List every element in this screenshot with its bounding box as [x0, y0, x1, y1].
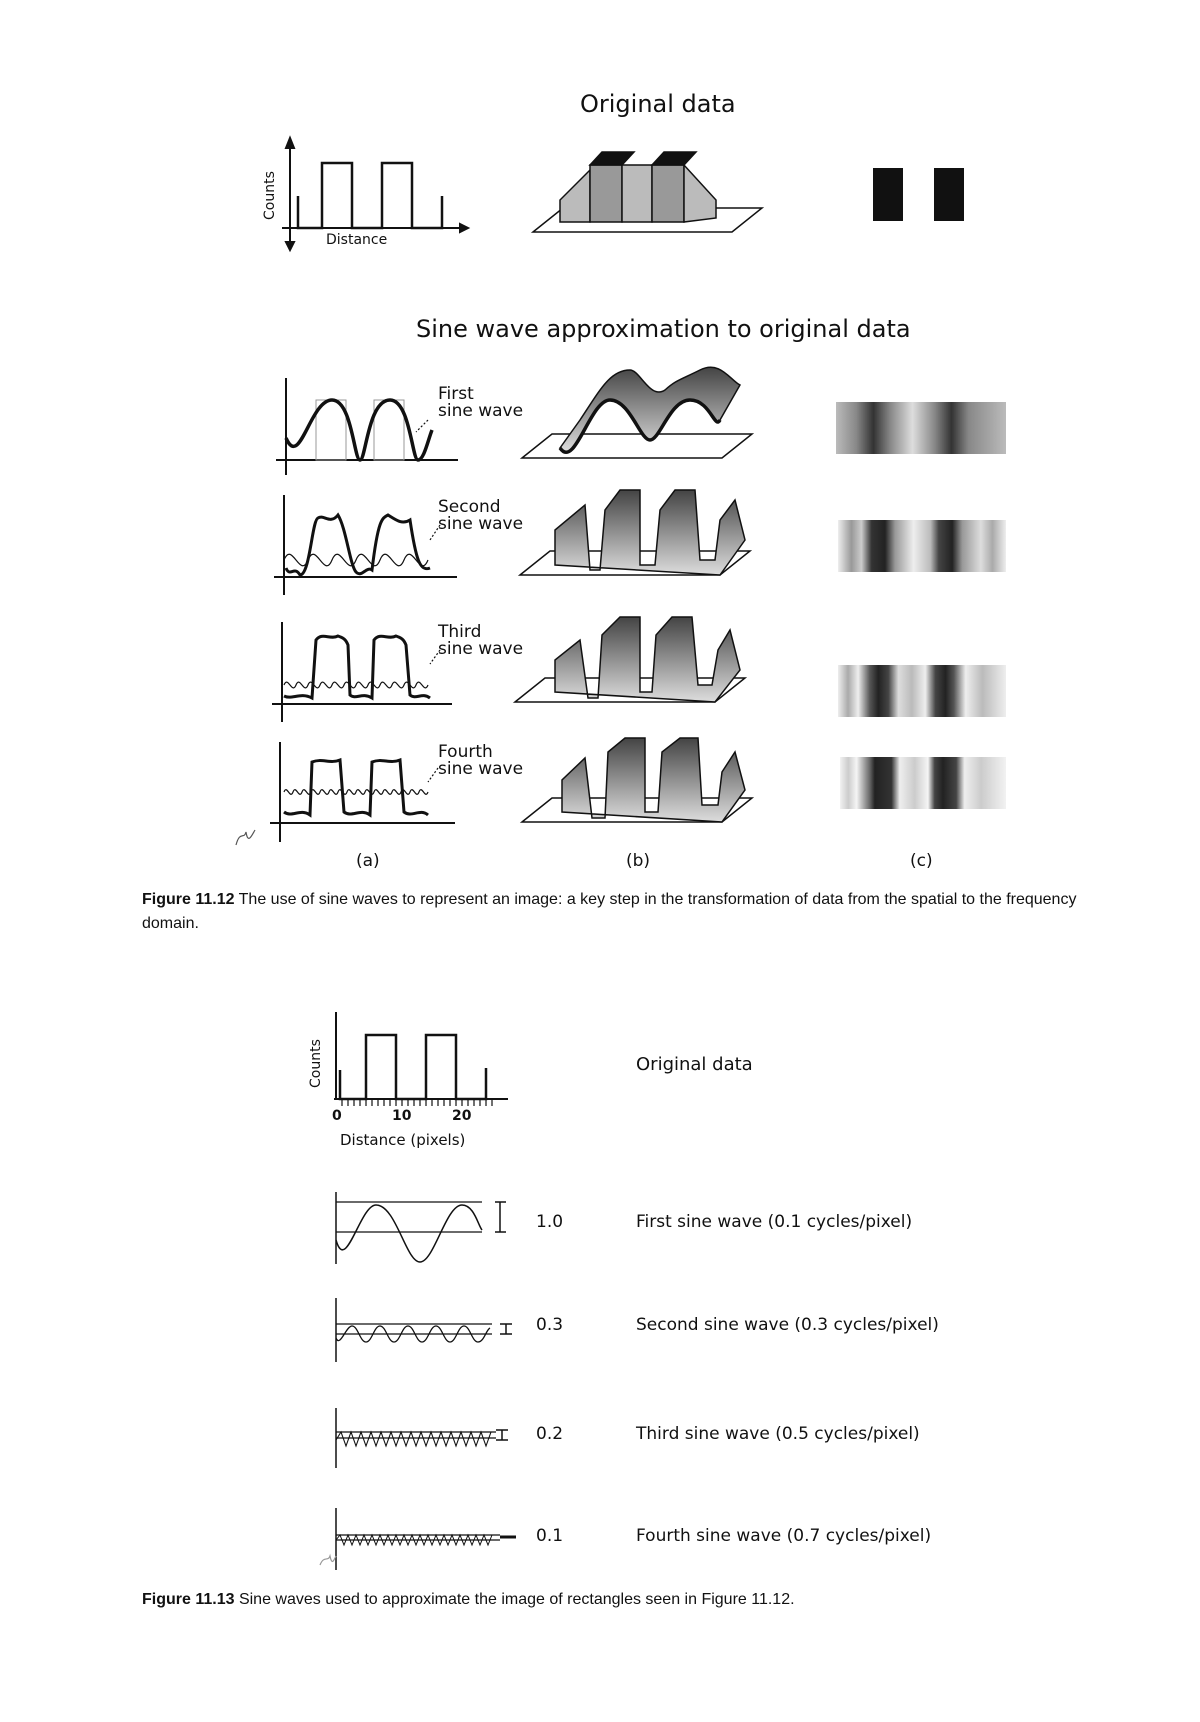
row4-image [840, 757, 1006, 809]
fig2-amplitude-3: 0.2 [536, 1424, 564, 1444]
fig2-axis-distance: Distance (pixels) [340, 1131, 466, 1149]
fig1-title-sine: Sine wave approximation to original data [416, 315, 911, 343]
fig1-axis-distance: Distance [326, 232, 388, 248]
pen-mark-2 [320, 1556, 336, 1565]
fig2-tick-0: 0 [332, 1108, 342, 1124]
wave-label-1-line2: sine wave [438, 401, 524, 421]
panel-label-b: (b) [626, 851, 651, 871]
fig2-original-plot [334, 1012, 508, 1106]
fig1-title-original: Original data [580, 90, 736, 118]
panel-label-a: (a) [356, 851, 380, 871]
wave-label-3-line1: Third [438, 622, 482, 642]
panel-label-c: (c) [910, 851, 933, 871]
original-bar-2 [934, 168, 964, 221]
row1-image [836, 402, 1006, 454]
fig2-description-4: Fourth sine wave (0.7 cycles/pixel) [636, 1526, 932, 1546]
row3-image [838, 665, 1006, 717]
fig2-axis-counts: Counts [308, 1039, 324, 1088]
original-bar-1 [873, 168, 903, 221]
caption-11-13-number: Figure 11.13 [142, 1591, 235, 1608]
fig2-tick-20: 20 [452, 1108, 472, 1124]
fig1-axis-counts: Counts [262, 171, 278, 220]
fig2-description-2: Second sine wave (0.3 cycles/pixel) [636, 1315, 939, 1335]
fig2-row3-wave [336, 1408, 508, 1468]
wave-label-4-line1: Fourth [438, 742, 493, 762]
wave-label-1-line1: First [438, 384, 474, 404]
row4-plot [270, 742, 455, 842]
row3-3d [515, 617, 745, 702]
wave-label-2 [438, 499, 523, 533]
wave-label-4 [438, 744, 523, 778]
wave-label-1 [438, 386, 523, 420]
fig2-original-label: Original data [636, 1054, 753, 1075]
pen-mark-1 [236, 830, 255, 845]
row1-plot [276, 378, 458, 475]
fig2-description-1: First sine wave (0.1 cycles/pixel) [636, 1212, 913, 1232]
fig2-row2-wave [336, 1298, 512, 1362]
caption-11-13-text: Sine waves used to approximate the image of rectangles seen in Figure 11.12. [238, 1591, 795, 1608]
caption-11-12-text: The use of sine waves to represent an image: a key step in the transformation of data from the spatial to the frequency domain. [142, 891, 1077, 932]
fig2-tick-10: 10 [392, 1108, 412, 1124]
wave-label-3-line2: sine wave [438, 639, 524, 659]
row2-plot [274, 495, 457, 595]
figure-11-12-caption [142, 888, 1102, 936]
figure-11-13-caption [142, 1588, 1102, 1612]
fig2-description-3: Third sine wave (0.5 cycles/pixel) [636, 1424, 920, 1444]
fig2-row4-wave [336, 1508, 516, 1570]
row3-plot [272, 622, 452, 722]
wave-label-4-line2: sine wave [438, 759, 524, 779]
wave-label-2-line2: sine wave [438, 514, 524, 534]
fig2-row1-wave [336, 1192, 506, 1264]
row2-3d [520, 490, 750, 575]
caption-11-12-number: Figure 11.12 [142, 891, 235, 908]
wave-label-2-line1: Second [438, 497, 501, 517]
row2-image [838, 520, 1006, 572]
row4-3d [522, 738, 752, 822]
row1-3d [522, 367, 752, 458]
fig2-amplitude-1: 1.0 [536, 1212, 564, 1232]
fig2-amplitude-4: 0.1 [536, 1526, 564, 1546]
original-plot-3d [533, 152, 762, 232]
fig2-amplitude-2: 0.3 [536, 1315, 564, 1335]
wave-label-3 [438, 624, 523, 658]
